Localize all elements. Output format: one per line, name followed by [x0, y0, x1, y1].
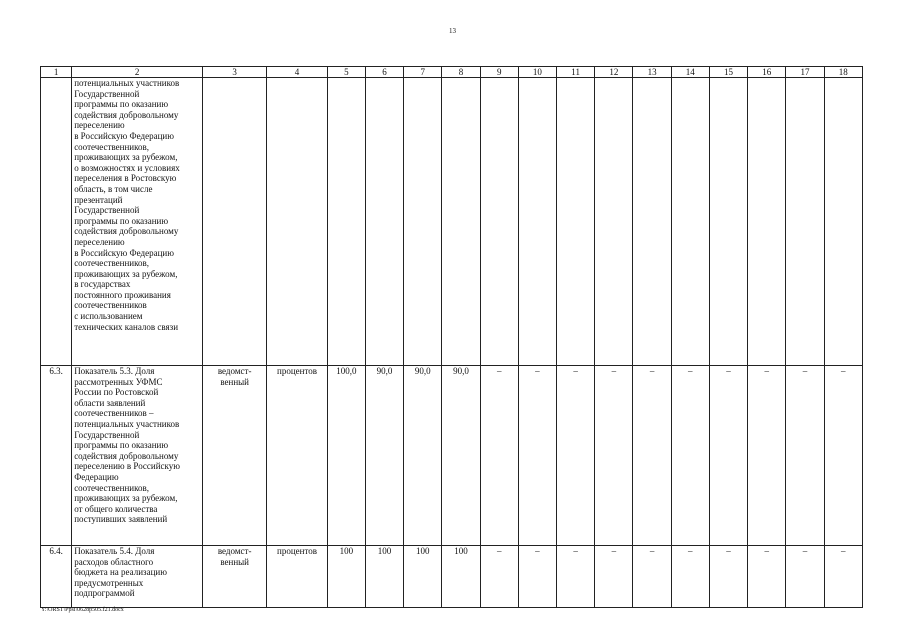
value-cell: 90,0 [404, 366, 442, 546]
value-cell: – [671, 546, 709, 608]
column-header: 13 [633, 67, 671, 78]
value-cell: – [786, 366, 824, 546]
empty-cell [202, 78, 266, 366]
column-header: 10 [518, 67, 556, 78]
column-header: 8 [442, 67, 480, 78]
indicator-name-cell: потенциальных участников Государственной программы по оказанию содействия добровольному переселению в Российскую Федерацию соотечественников, проживающих за рубежом, о возможностях и условиях переселения в Ростовскую область, в том числе презентаций Государственной программы по оказанию содействия добровольному переселению в Российскую Федерацию соотечественников, проживающих за рубежом, в государствах постоянного проживания соотечественников с использованием технических каналов связи [72, 78, 203, 366]
column-header: 17 [786, 67, 824, 78]
empty-cell [404, 78, 442, 366]
indicator-type-cell: ведомст- венный [202, 546, 266, 608]
row-number-cell: 6.4. [41, 546, 72, 608]
value-cell: 100 [327, 546, 365, 608]
empty-cell [595, 78, 633, 366]
value-cell: – [595, 366, 633, 546]
value-cell: – [518, 366, 556, 546]
column-header: 9 [480, 67, 518, 78]
value-cell: 90,0 [442, 366, 480, 546]
column-header: 14 [671, 67, 709, 78]
value-cell: – [480, 546, 518, 608]
empty-cell [748, 78, 786, 366]
value-cell: 100 [365, 546, 403, 608]
value-cell: 90,0 [365, 366, 403, 546]
empty-cell [824, 78, 862, 366]
column-header: 18 [824, 67, 862, 78]
column-header: 3 [202, 67, 266, 78]
value-cell: – [748, 366, 786, 546]
page-number: 13 [449, 27, 456, 35]
empty-cell [267, 78, 327, 366]
empty-cell [518, 78, 556, 366]
value-cell: – [824, 546, 862, 608]
column-header: 4 [267, 67, 327, 78]
indicator-type-cell: ведомст- венный [202, 366, 266, 546]
column-header: 5 [327, 67, 365, 78]
table-row-6-4 [41, 546, 863, 608]
column-header: 11 [557, 67, 595, 78]
empty-cell [557, 78, 595, 366]
empty-cell [480, 78, 518, 366]
empty-cell [365, 78, 403, 366]
value-cell: – [557, 546, 595, 608]
empty-cell [327, 78, 365, 366]
table-row-continuation [41, 78, 863, 366]
empty-cell [671, 78, 709, 366]
column-header: 7 [404, 67, 442, 78]
table-row-6-3 [41, 366, 863, 546]
value-cell: – [633, 366, 671, 546]
value-cell: 100 [442, 546, 480, 608]
footer-file-path: Y:\ORST\Ppsi\0628p505.f21.docx [41, 607, 124, 613]
value-cell: 100,0 [327, 366, 365, 546]
column-header: 12 [595, 67, 633, 78]
value-cell: – [671, 366, 709, 546]
value-cell: – [633, 546, 671, 608]
header-row [41, 67, 863, 78]
column-header: 2 [72, 67, 203, 78]
empty-cell [442, 78, 480, 366]
value-cell: – [518, 546, 556, 608]
empty-cell [786, 78, 824, 366]
value-cell: – [786, 546, 824, 608]
value-cell: – [480, 366, 518, 546]
unit-cell: процентов [267, 366, 327, 546]
value-cell: – [748, 546, 786, 608]
empty-cell [633, 78, 671, 366]
column-header: 1 [41, 67, 72, 78]
value-cell: – [557, 366, 595, 546]
value-cell: – [595, 546, 633, 608]
value-cell: – [709, 546, 747, 608]
value-cell: 100 [404, 546, 442, 608]
value-cell: – [709, 366, 747, 546]
indicator-table [40, 66, 863, 608]
row-number-cell: 6.3. [41, 366, 72, 546]
column-header: 16 [748, 67, 786, 78]
empty-cell [709, 78, 747, 366]
column-header: 6 [365, 67, 403, 78]
unit-cell: процентов [267, 546, 327, 608]
indicator-name-cell: Показатель 5.3. Доля рассмотренных УФМС России по Ростовской области заявлений соотечественников – потенциальных участников Государственной программы по оказанию содействия добровольному переселению в Российскую Федерацию соотечественников, проживающих за рубежом, от общего количества поступивших заявлений [72, 366, 203, 546]
indicator-name-cell: Показатель 5.4. Доля расходов областного бюджета на реализацию предусмотренных подпрограммой [72, 546, 203, 608]
value-cell: – [824, 366, 862, 546]
row-number-cell [41, 78, 72, 366]
column-header: 15 [709, 67, 747, 78]
